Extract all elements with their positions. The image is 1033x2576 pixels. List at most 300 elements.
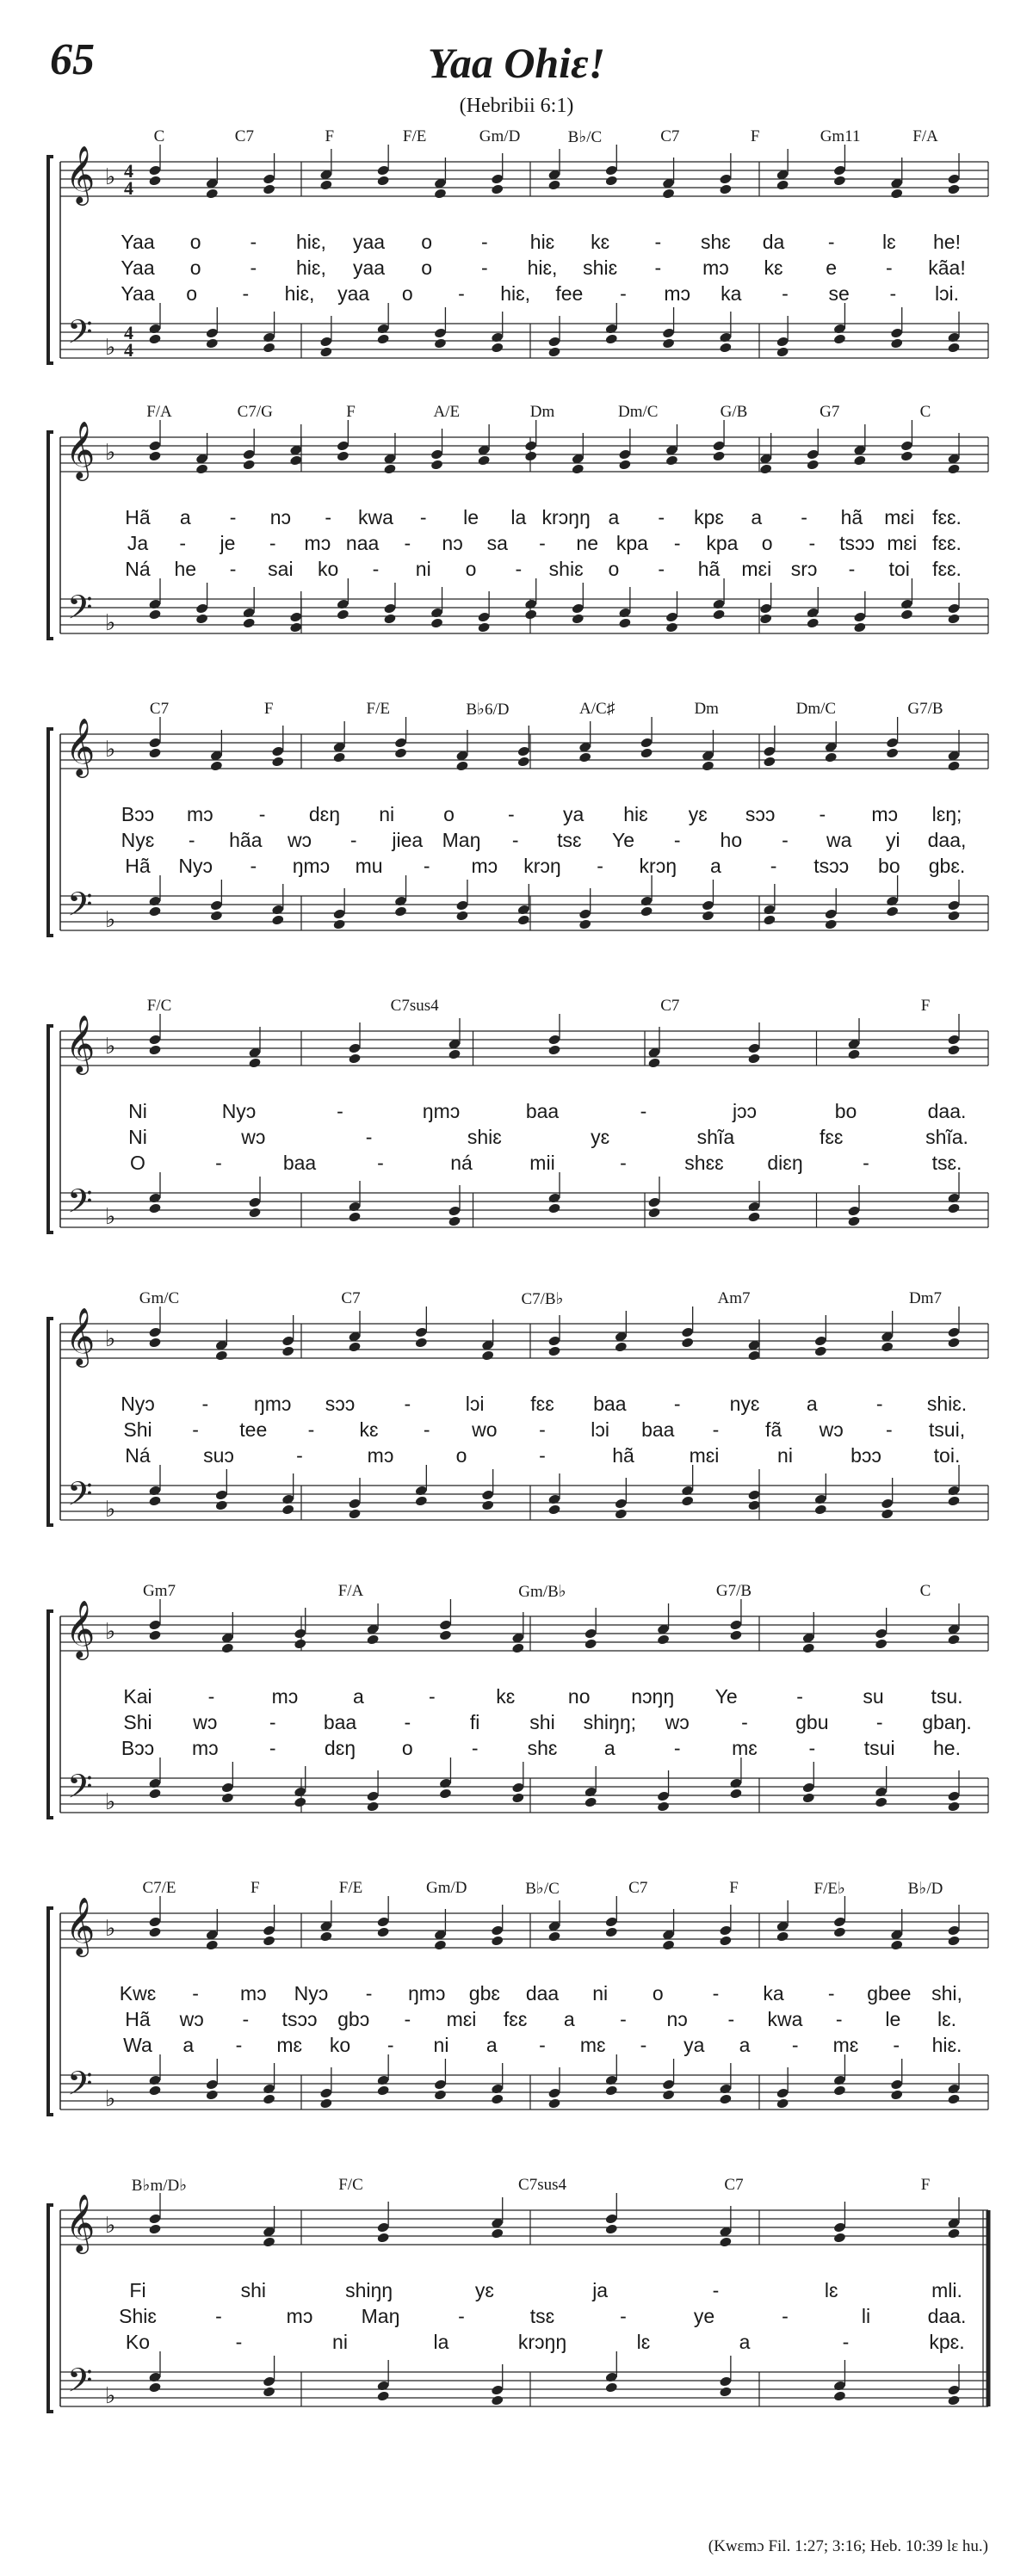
lyric-syllable: ka: [721, 282, 742, 305]
lyric-hyphen: -: [796, 1685, 803, 1708]
treble-notehead: [802, 1642, 815, 1653]
lyric-syllable: Wa: [123, 2034, 152, 2056]
lyric-syllable: Ni: [128, 1100, 147, 1122]
bass-notehead: [215, 1499, 228, 1510]
treble-notehead: [434, 188, 447, 199]
bass-notehead: [517, 914, 530, 925]
treble-notehead: [376, 1926, 389, 1937]
chord-symbol: F/E: [338, 1879, 363, 1897]
chord-symbol: A/E: [433, 403, 461, 421]
bass-notehead: [759, 613, 772, 624]
lyric-syllable: naa: [345, 532, 380, 554]
lyric-syllable: shɛɛ: [684, 1152, 724, 1174]
lyric-syllable: nɔŋŋ: [631, 1685, 675, 1708]
lyric-syllable: a: [739, 2331, 751, 2353]
chord-symbol: F/A: [912, 127, 938, 145]
chord-symbol: F: [920, 2176, 931, 2194]
score-system: [0, 1291, 1033, 1601]
bass-notehead: [547, 346, 560, 357]
lyric-syllable: fee: [555, 282, 584, 305]
bass-clef: 𝄢: [67, 885, 93, 931]
treble-notehead: [148, 747, 161, 758]
lyric-syllable: o: [761, 532, 773, 554]
lyric-syllable: baa: [282, 1152, 317, 1174]
treble-clef: 𝄞: [65, 1014, 96, 1072]
lyric-syllable: yi: [886, 829, 900, 851]
lyric-syllable: mɔ: [471, 855, 498, 877]
lyric-syllable: dɛŋ: [308, 803, 340, 825]
treble-notehead: [248, 1057, 261, 1068]
lyric-syllable: da: [762, 231, 785, 253]
bass-notehead: [511, 1792, 524, 1803]
treble-notehead: [853, 454, 866, 466]
lyric-syllable: suɔ: [203, 1444, 234, 1467]
treble-clef: 𝄞: [65, 1896, 96, 1955]
key-signature-flat: ♭: [105, 335, 116, 361]
lyric-syllable: mli.: [931, 2279, 962, 2301]
bass-notehead: [776, 346, 789, 357]
treble-notehead: [814, 1345, 827, 1356]
score-system: [0, 129, 1033, 439]
bass-notehead: [477, 621, 490, 633]
score-system: [0, 998, 1033, 1308]
lyric-hyphen: -: [404, 532, 411, 554]
lyric-hyphen: -: [640, 1100, 647, 1122]
treble-notehead: [618, 459, 631, 470]
lyric-hyphen: -: [827, 1982, 835, 2005]
lyric-syllable: fɛɛ.: [932, 532, 962, 554]
treble-notehead: [702, 760, 714, 771]
treble-notehead: [148, 450, 161, 461]
bass-clef: 𝄢: [67, 1182, 93, 1228]
lyric-hyphen: -: [508, 803, 515, 825]
lyric-hyphen: -: [511, 829, 519, 851]
lyric-syllable: krɔŋŋ: [517, 2331, 567, 2353]
chord-symbol: B♭/C: [567, 128, 603, 146]
treble-notehead: [242, 459, 255, 470]
lyric-syllable: hãa: [229, 829, 263, 851]
chord-symbol: Gm7: [143, 1582, 176, 1600]
treble-notehead: [605, 1926, 618, 1937]
lyric-hyphen: -: [770, 855, 777, 877]
lyric-syllable: fã: [764, 1418, 782, 1441]
treble-clef: 𝄞: [65, 717, 96, 775]
bass-notehead: [281, 1504, 294, 1515]
lyric-syllable: hiɛ.: [931, 2034, 962, 2056]
lyric-syllable: kɛ: [591, 231, 610, 253]
lyric-syllable: a: [182, 2034, 195, 2056]
lyric-hyphen: -: [458, 2305, 465, 2327]
treble-notehead: [947, 1044, 960, 1055]
key-signature-flat: ♭: [105, 2213, 116, 2239]
lyric-syllable: bo: [878, 855, 900, 877]
bass-notehead: [242, 617, 255, 628]
score-system: [0, 405, 1033, 714]
chord-symbol: G/B: [720, 403, 748, 421]
lyric-syllable: mii: [529, 1152, 555, 1174]
key-signature-flat: ♭: [105, 440, 116, 466]
time-signature: 4: [124, 322, 133, 343]
treble-notehead: [511, 1642, 524, 1653]
lyric-hyphen: -: [673, 1737, 681, 1759]
lyric-hyphen: -: [782, 282, 789, 305]
lyric-hyphen: -: [229, 558, 237, 580]
lyric-syllable: baa: [323, 1711, 357, 1733]
lyric-hyphen: -: [471, 1737, 479, 1759]
lyric-syllable: lɛŋ;: [931, 803, 962, 825]
bass-notehead: [289, 621, 302, 633]
lyric-syllable: kpa: [706, 532, 739, 554]
time-signature: 4: [124, 339, 133, 361]
treble-notehead: [647, 1057, 660, 1068]
bass-notehead: [578, 918, 591, 930]
lyric-syllable: mɔ: [286, 2305, 313, 2327]
bass-notehead: [572, 613, 585, 624]
treble-notehead: [348, 1341, 361, 1352]
bass-notehead: [547, 1202, 560, 1214]
lyric-syllable: shiɛ: [548, 558, 584, 580]
lyric-verse-1: [0, 1393, 1033, 1415]
lyric-syllable: a: [603, 1737, 615, 1759]
lyric-syllable: Ye: [611, 829, 635, 851]
bass-notehead: [947, 910, 960, 921]
treble-notehead: [319, 179, 332, 190]
treble-notehead: [847, 1048, 860, 1059]
bass-notehead: [719, 2386, 732, 2397]
treble-notehead: [763, 756, 776, 767]
lyric-syllable: shiɛ: [583, 256, 618, 279]
treble-notehead: [640, 747, 653, 758]
bass-notehead: [206, 337, 219, 349]
lyric-verse-1: [0, 803, 1033, 825]
footer-credit: (Kwɛmɔ Fil. 1:27; 3:16; Heb. 10:39 lɛ hu.): [708, 2537, 988, 2555]
lyric-syllable: la: [510, 506, 527, 528]
lyric-syllable: mɛi: [446, 2008, 477, 2030]
lyric-syllable: o: [455, 1444, 467, 1467]
treble-clef: 𝄞: [65, 2193, 96, 2252]
bass-notehead: [824, 918, 837, 930]
lyric-syllable: Ná: [125, 558, 151, 580]
treble-notehead: [657, 1634, 670, 1645]
treble-notehead: [337, 450, 349, 461]
bass-notehead: [415, 1495, 428, 1506]
lyric-syllable: mɔ: [304, 532, 331, 554]
chord-symbol: C7: [234, 127, 254, 145]
treble-notehead: [759, 463, 772, 474]
lyric-hyphen: -: [242, 282, 250, 305]
bass-notehead: [481, 1499, 494, 1510]
lyric-hyphen: -: [673, 829, 681, 851]
lyric-syllable: yaa: [353, 231, 386, 253]
lyric-syllable: kwa: [358, 506, 393, 528]
chord-symbol: B♭/C: [525, 1880, 560, 1898]
lyric-syllable: Shi: [123, 1711, 152, 1733]
lyric-hyphen: -: [404, 1393, 411, 1415]
treble-notehead: [947, 183, 960, 195]
lyric-syllable: shɛ: [527, 1737, 558, 1759]
lyric-hyphen: -: [242, 2008, 250, 2030]
lyric-syllable: toi.: [933, 1444, 961, 1467]
lyric-syllable: nyɛ: [729, 1393, 760, 1415]
treble-notehead: [448, 1048, 461, 1059]
chord-symbol: G7: [820, 403, 840, 421]
lyric-syllable: hiɛ: [529, 231, 555, 253]
lyric-syllable: hã: [697, 558, 721, 580]
treble-notehead: [394, 747, 407, 758]
lyric-hyphen: -: [842, 2331, 850, 2353]
treble-notehead: [415, 1337, 428, 1348]
lyric-syllable: mɛi: [887, 532, 918, 554]
treble-notehead: [605, 175, 618, 186]
lyric-syllable: wo: [472, 1418, 498, 1441]
lyric-syllable: su: [863, 1685, 884, 1708]
lyric-verse-1: [0, 1982, 1033, 2005]
lyric-hyphen: -: [179, 532, 187, 554]
lyric-syllable: no: [567, 1685, 591, 1708]
bass-notehead: [814, 1504, 827, 1515]
lyric-hyphen: -: [377, 1152, 384, 1174]
lyric-syllable: Kai: [123, 1685, 152, 1708]
treble-notehead: [332, 751, 345, 763]
lyric-syllable: Shiɛ: [119, 2305, 157, 2327]
lyric-syllable: tsɔɔ: [839, 532, 875, 554]
bass-clef: 𝄢: [67, 1474, 93, 1521]
bass-notehead: [319, 2097, 332, 2109]
treble-notehead: [881, 1341, 894, 1352]
time-signature: 4: [124, 160, 133, 182]
treble-clef: 𝄞: [65, 145, 96, 203]
treble-notehead: [434, 1939, 447, 1950]
bass-notehead: [148, 1202, 161, 1214]
chord-symbol: C7: [149, 700, 170, 718]
lyric-syllable: la: [433, 2331, 449, 2353]
lyric-hyphen: -: [387, 2034, 394, 2056]
lyric-syllable: yɛ: [474, 2279, 494, 2301]
treble-notehead: [348, 1053, 361, 1064]
bass-notehead: [332, 918, 345, 930]
bass-notehead: [947, 342, 960, 353]
lyric-syllable: yɛ: [688, 803, 708, 825]
lyric-verse-1: [0, 1685, 1033, 1708]
lyric-syllable: a: [751, 506, 763, 528]
lyric-syllable: yɛ: [591, 1126, 610, 1148]
bass-notehead: [148, 1495, 161, 1506]
lyric-hyphen: -: [875, 1393, 883, 1415]
lyric-hyphen: -: [481, 256, 488, 279]
treble-notehead: [439, 1629, 452, 1640]
treble-notehead: [875, 1638, 888, 1649]
lyric-verse-3: [0, 855, 1033, 877]
bass-notehead: [947, 2394, 960, 2406]
lyric-syllable: ni: [415, 558, 431, 580]
bass-notehead: [853, 621, 866, 633]
lyric-syllable: lɔi: [591, 1418, 610, 1441]
bass-notehead: [806, 617, 819, 628]
lyric-syllable: fɛɛ: [530, 1393, 554, 1415]
bass-notehead: [875, 1796, 888, 1807]
lyric-syllable: a: [179, 506, 191, 528]
bass-notehead: [337, 608, 349, 620]
lyric-syllable: a: [739, 2034, 751, 2056]
lyric-hyphen: -: [349, 829, 357, 851]
lyric-syllable: lɔi.: [934, 282, 960, 305]
bass-notehead: [271, 914, 284, 925]
lyric-hyphen: -: [269, 1711, 276, 1733]
lyric-syllable: wɔ: [241, 1126, 266, 1148]
lyric-syllable: sai: [268, 558, 294, 580]
treble-clef: 𝄞: [65, 1599, 96, 1658]
chord-symbol: A/C♯: [578, 700, 615, 718]
lyric-hyphen: -: [658, 506, 665, 528]
lyric-syllable: O: [130, 1152, 145, 1174]
bass-clef: 𝄢: [67, 588, 93, 634]
lyric-syllable: yaa: [337, 282, 370, 305]
bass-notehead: [776, 2097, 789, 2109]
lyric-syllable: Yaa: [121, 256, 155, 279]
bass-notehead: [640, 905, 653, 917]
lyric-hyphen: -: [848, 558, 856, 580]
key-signature-flat: ♭: [105, 1204, 116, 1230]
lyric-syllable: lɛ: [636, 2331, 651, 2353]
lyric-verse-1: [0, 506, 1033, 528]
treble-notehead: [584, 1638, 597, 1649]
lyric-hyphen: -: [620, 282, 627, 305]
treble-notehead: [210, 760, 223, 771]
lyric-hyphen: -: [250, 231, 257, 253]
key-signature-flat: ♭: [105, 1034, 116, 1059]
bass-notehead: [665, 621, 678, 633]
treble-notehead: [547, 1345, 560, 1356]
lyric-verse-2: [0, 256, 1033, 279]
chord-symbol: C: [919, 403, 931, 421]
lyric-syllable: ka: [763, 1982, 784, 2005]
lyric-syllable: ni: [332, 2331, 348, 2353]
chord-symbol: C7: [724, 2176, 744, 2194]
lyric-syllable: ni: [777, 1444, 793, 1467]
treble-notehead: [148, 1926, 161, 1937]
bass-clef: 𝄢: [67, 312, 93, 359]
lyric-syllable: Nyɛ: [121, 829, 155, 851]
lyric-syllable: mɔ: [186, 803, 213, 825]
treble-notehead: [665, 454, 678, 466]
treble-notehead: [578, 751, 591, 763]
lyric-syllable: dɛŋ: [324, 1737, 356, 1759]
lyric-hyphen: -: [250, 855, 257, 877]
treble-notehead: [833, 175, 846, 186]
lyric-syllable: Nyɔ: [178, 855, 213, 877]
scripture-reference: (Hebribii 6:1): [459, 95, 574, 117]
treble-notehead: [221, 1642, 234, 1653]
bass-notehead: [148, 1788, 161, 1799]
lyric-syllable: wɔ: [287, 829, 312, 851]
chord-symbol: Dm: [529, 403, 555, 421]
chord-symbol: Dm7: [909, 1289, 942, 1307]
lyric-hyphen: -: [419, 506, 427, 528]
bass-notehead: [206, 2089, 219, 2100]
lyric-syllable: mɔ: [191, 1737, 219, 1759]
lyric-hyphen: -: [539, 1418, 546, 1441]
lyric-verse-3: [0, 558, 1033, 580]
lyric-hyphen: -: [808, 532, 816, 554]
lyric-syllable: kɛ: [496, 1685, 516, 1708]
treble-notehead: [947, 1634, 960, 1645]
chord-symbol: C7sus4: [518, 2176, 566, 2194]
lyric-hyphen: -: [235, 2034, 243, 2056]
chord-symbol: C7: [660, 127, 680, 145]
lyric-hyphen: -: [863, 1152, 869, 1174]
bass-notehead: [890, 2089, 903, 2100]
lyric-syllable: lɛ.: [937, 2008, 957, 2030]
chord-symbol: Gm/C: [139, 1289, 180, 1307]
treble-notehead: [729, 1629, 742, 1640]
lyric-syllable: o: [421, 256, 433, 279]
treble-notehead: [477, 454, 490, 466]
lyric-hyphen: -: [250, 256, 257, 279]
bass-notehead: [657, 1801, 670, 1812]
lyric-syllable: wa: [826, 829, 852, 851]
lyric-syllable: o: [401, 282, 413, 305]
lyric-hyphen: -: [654, 231, 662, 253]
lyric-syllable: ko: [329, 2034, 351, 2056]
lyric-syllable: ni: [433, 2034, 449, 2056]
treble-notehead: [615, 1341, 628, 1352]
hymn-number: 65: [50, 35, 95, 84]
lyric-hyphen: -: [539, 532, 546, 554]
chord-symbol: F/E♭: [813, 1880, 845, 1898]
bass-notehead: [890, 337, 903, 349]
chord-symbol: C7sus4: [390, 997, 439, 1015]
lyric-syllable: fɛɛ.: [932, 558, 962, 580]
lyric-syllable: a: [806, 1393, 818, 1415]
treble-notehead: [195, 463, 208, 474]
lyric-hyphen: -: [269, 532, 276, 554]
lyric-hyphen: -: [801, 506, 807, 528]
treble-notehead: [719, 183, 732, 195]
bass-notehead: [947, 613, 960, 624]
treble-clef: 𝄞: [65, 420, 96, 479]
chord-symbol: F: [263, 700, 274, 718]
lyric-hyphen: -: [404, 2008, 411, 2030]
lyric-hyphen: -: [835, 2008, 843, 2030]
lyric-syllable: shiŋŋ;: [583, 1711, 637, 1733]
treble-notehead: [947, 1337, 960, 1348]
chord-symbol: C7/G: [237, 403, 273, 421]
lyric-syllable: mɛ: [276, 2034, 303, 2056]
lyric-hyphen: -: [404, 1711, 411, 1733]
treble-notehead: [148, 1337, 161, 1348]
lyric-hyphen: -: [365, 1982, 373, 2005]
lyric-syllable: Nyɔ: [221, 1100, 257, 1122]
treble-notehead: [547, 1044, 560, 1055]
lyric-verse-1: [0, 1100, 1033, 1122]
lyric-syllable: kɛ: [359, 1418, 379, 1441]
lyric-syllable: ŋmɔ: [407, 1982, 446, 2005]
bass-notehead: [394, 905, 407, 917]
lyric-syllable: gbɛ.: [928, 855, 966, 877]
lyric-syllable: wɔ: [665, 1711, 690, 1733]
lyric-syllable: o: [401, 1737, 413, 1759]
treble-notehead: [824, 751, 837, 763]
lyric-syllable: nɔ: [442, 532, 463, 554]
lyric-hyphen: -: [215, 2305, 222, 2327]
lyric-syllable: krɔŋŋ: [541, 506, 591, 528]
lyric-syllable: srɔ: [790, 558, 818, 580]
treble-notehead: [148, 175, 161, 186]
lyric-verse-3: [0, 1444, 1033, 1467]
lyric-syllable: tsɔɔ: [813, 855, 850, 877]
lyric-hyphen: -: [515, 558, 523, 580]
lyric-syllable: kpɛ.: [929, 2331, 965, 2353]
